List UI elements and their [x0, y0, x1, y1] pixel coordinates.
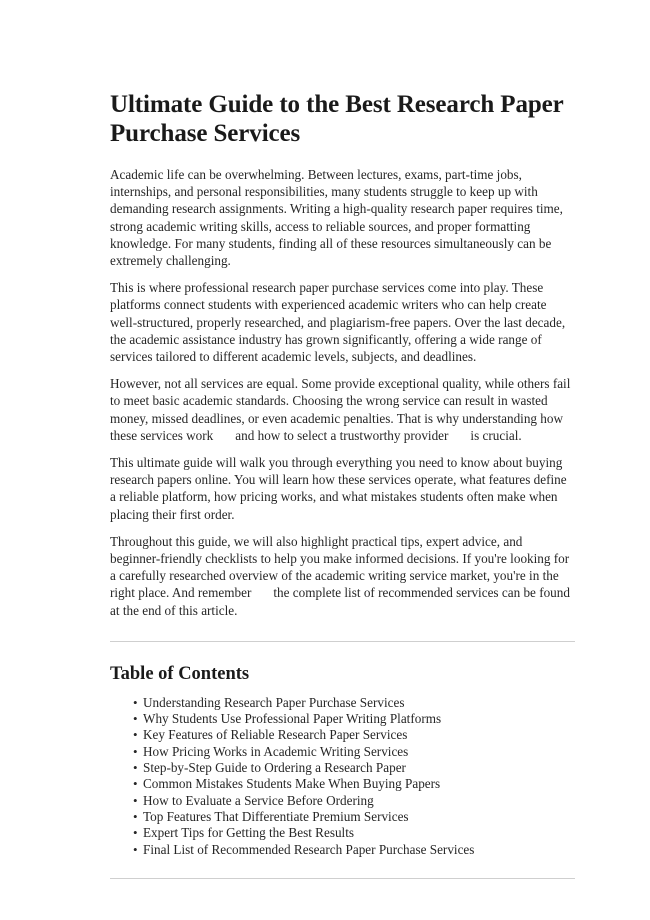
bullet-icon: • — [133, 760, 138, 776]
list-item-label: Key Features of Reliable Research Paper Services — [143, 727, 408, 743]
bullet-icon: • — [133, 808, 138, 824]
list-item-label: Final List of Recommended Research Paper Purchase Services — [143, 841, 475, 857]
list-item-label: Top Features That Differentiate Premium Services — [143, 808, 409, 824]
list-item-label: Understanding Research Paper Purchase Services — [143, 694, 405, 710]
list-item[interactable] — [133, 793, 575, 809]
bullet-icon: • — [133, 743, 138, 759]
bullet-icon: • — [133, 792, 138, 808]
paragraph-guide-promise-part-2: the complete list of recommended services can be found at the end of this article. — [110, 585, 570, 618]
divider-above-toc-wrapper — [110, 641, 575, 642]
paragraph-quality-warning-part-1: However, not all services are equal. Some provide exceptional quality, while others fail to meet basic academic standards. Choosing the wrong service can result in wasted money, missed deadlines, or even academic penalties. That is why understanding how these services work — [110, 376, 571, 443]
table-of-contents-list — [110, 695, 575, 858]
list-item-label: Expert Tips for Getting the Best Results — [143, 825, 354, 841]
paragraph-intro: Academic life can be overwhelming. Between lectures, exams, part-time jobs, internships, and personal responsibilities, many students struggle to keep up with demanding research assignments. Writing a high-quality research paper requires time, strong academic writing skills, access to reliable sources, and proper formatting knowledge. For many students, finding all of these resources simultaneously can be extremely challenging. — [110, 167, 563, 269]
list-item[interactable] — [133, 744, 575, 760]
list-item[interactable] — [133, 727, 575, 743]
list-item[interactable] — [133, 809, 575, 825]
bullet-icon: • — [133, 776, 138, 792]
bullet-icon: • — [133, 694, 138, 710]
paragraph-quality-warning-part-2: and how to select a trustworthy provider — [235, 427, 449, 443]
section-divider-top — [110, 641, 575, 642]
list-item-label: Step-by-Step Guide to Ordering a Research Paper — [143, 760, 406, 776]
divider-below-toc-wrapper — [110, 878, 575, 879]
list-item[interactable] — [133, 695, 575, 711]
paragraph-quality-warning-part-3: is crucial. — [470, 427, 522, 443]
paragraph-guide-promise — [110, 533, 575, 619]
paragraph-quality-warning — [110, 375, 575, 444]
list-item-label: How Pricing Works in Academic Writing Services — [143, 743, 409, 759]
list-item[interactable] — [133, 842, 575, 858]
list-item[interactable] — [133, 776, 575, 792]
document-content — [110, 90, 575, 879]
paragraph-services-overview: This is where professional research paper purchase services come into play. These platforms connect students with experienced academic writers who can help create well-structured, properly researched, and plagiarism-free papers. Over the last decade, the academic assistance industry has grown significantly, offering a wide range of services tailored to different academic levels, subjects, and deadlines. — [110, 280, 566, 365]
table-of-contents-heading: Table of Contents — [110, 663, 250, 684]
section-divider-bottom — [110, 878, 575, 879]
list-item-label: How to Evaluate a Service Before Ordering — [143, 792, 374, 808]
list-item[interactable] — [133, 760, 575, 776]
paragraph-guide-promise-part-1: Throughout this guide, we will also highlight practical tips, expert advice, and beginner-friendly checklists to help you make informed decisions. If you're looking for a carefully researched overview of the academic writing service market, you're in the right place. And remember — [110, 533, 570, 601]
paragraph-guide-scope: This ultimate guide will walk you through everything you need to know about buying research papers online. You will learn how these services operate, what features define a reliable platform, how pricing works, and what mistakes students often make when placing their first order. — [110, 455, 567, 522]
list-item-label: Common Mistakes Students Make When Buying Papers — [143, 776, 441, 792]
list-item[interactable] — [133, 825, 575, 841]
bullet-icon: • — [133, 727, 138, 743]
bullet-icon: • — [133, 841, 138, 857]
bullet-icon: • — [133, 825, 138, 841]
bullet-icon: • — [133, 711, 138, 727]
list-item[interactable] — [133, 711, 575, 727]
page-title: Ultimate Guide to the Best Research Paper Purchase Services — [110, 91, 564, 147]
list-item-label: Why Students Use Professional Paper Writing Platforms — [143, 711, 442, 727]
